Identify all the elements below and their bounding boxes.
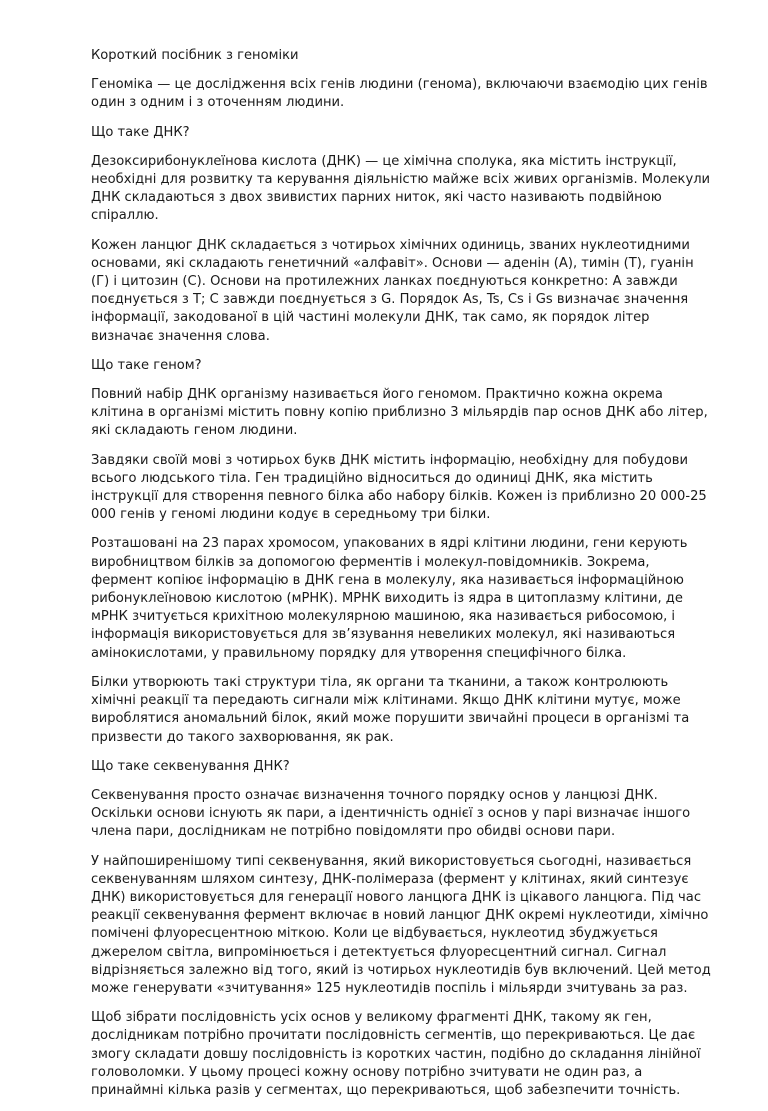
section-heading-dna: Що таке ДНК?: [91, 124, 190, 140]
paragraph: У найпоширенішому типі секвенування, який використовується сьогодні, називається секвенуванням шляхом синтезу, ДНК-полімераза (фермент у клітинах, який синтезує ДНК) використовується для генерації нового ланцюга ДНК із цікавого ланцюга. Під час реакції секвенування фермент включає в новий ланцюг ДНК окремі нуклеотиди, хімічно помічені флуоресцентною міткою. Коли це відбувається, нуклеотид збуджується джерелом світла, випромінюється і детектується флуоресцентний сигнал. Сигнал відрізняється залежно від того, який із чотирьох нуклеотидів був включений. Цей метод може генерувати «зчитування» 125 нуклеотидів поспіль і мільярди зчитувань за раз.: [91, 853, 711, 996]
intro-paragraph: Геноміка — це дослідження всіх генів людини (генома), включаючи взаємодію цих генів один з одним і з оточенням людини.: [91, 77, 708, 111]
section-heading-sequencing: Що таке секвенування ДНК?: [91, 758, 290, 774]
paragraph: Щоб зібрати послідовність усіх основ у великому фрагменті ДНК, такому як ген, дослідникам потрібно прочитати послідовність сегментів, що перекриваються. Це дає змогу складати довшу послідовність із коротких частин, подібно до складання лінійної головоломки. У цьому процесі кожну основу потрібно зчитувати не один раз, а принаймні кілька разів у сегментах, що перекриваються, щоб забезпечити точність.: [91, 1010, 701, 1098]
paragraph: Дезоксирибонуклеїнова кислота (ДНК) — це хімічна сполука, яка містить інструкції, необхідні для розвитку та керування діяльністю майже всіх живих організмів. Молекули ДНК складаються з двох звивистих парних ниток, які часто називають подвійною спіраллю.: [91, 153, 711, 224]
paragraph: Кожен ланцюг ДНК складається з чотирьох хімічних одиниць, званих нуклеотидними основами, які складають генетичний «алфавіт». Основи — аденін (A), тимін (T), гуанін (Г) і цитозин (C). Основи на протилежних ланках поєднуються конкретно: A завжди поєднується з T; C завжди поєднується з G. Порядок As, Ts, Cs і Gs визначає значення інформації, закодованої в цій частині молекули ДНК, так само, як порядок літер визначає значення слова.: [91, 237, 694, 344]
section-heading-genome: Що таке геном?: [91, 357, 202, 373]
paragraph: Повний набір ДНК організму називається його геномом. Практично кожна окрема клітина в організмі містить повну копію приблизно 3 мільярдів пар основ ДНК або літер, які складають геном людини.: [91, 387, 708, 439]
paragraph: Завдяки своїй мові з чотирьох букв ДНК містить інформацію, необхідну для побудови всього людського тіла. Ген традиційно відноситься до одиниці ДНК, яка містить інструкції для створення певного білка або набору білків. Кожен із приблизно 20 000-25 000 генів у геномі людини кодує в середньому три білки.: [91, 452, 707, 523]
document-title: Короткий посібник з геноміки: [91, 48, 299, 63]
paragraph: Білки утворюють такі структури тіла, як органи та тканини, а також контролюють хімічні реакції та передають сигнали між клітинами. Якщо ДНК клітини мутує, може вироблятися аномальний білок, який може порушити звичайні процеси в організмі та призвести до такого захворювання, як рак.: [91, 674, 690, 745]
document-page: [91, 47, 711, 1111]
paragraph: Секвенування просто означає визначення точного порядку основ у ланцюзі ДНК. Оскільки основи існують як пари, а ідентичність однієї з основ у парі визначає іншого члена пари, дослідникам не потрібно повідомляти про обидві основи пари.: [91, 787, 691, 840]
paragraph: Розташовані на 23 парах хромосом, упакованих в ядрі клітини людини, гени керують виробництвом білків за допомогою ферментів і молекул-повідомників. Зокрема, фермент копіює інформацію в ДНК гена в молекулу, яка називається інформаційною рибонуклеїновою кислотою (мРНК). МРНК виходить із ядра в цитоплазму клітини, де мРНК зчитується крихітною молекулярною машиною, яка називається рибосомою, і інформація використовується для зв’язування невеликих молекул, які називаються амінокислотами, у правильному порядку для утворення специфічного білка.: [91, 536, 688, 661]
